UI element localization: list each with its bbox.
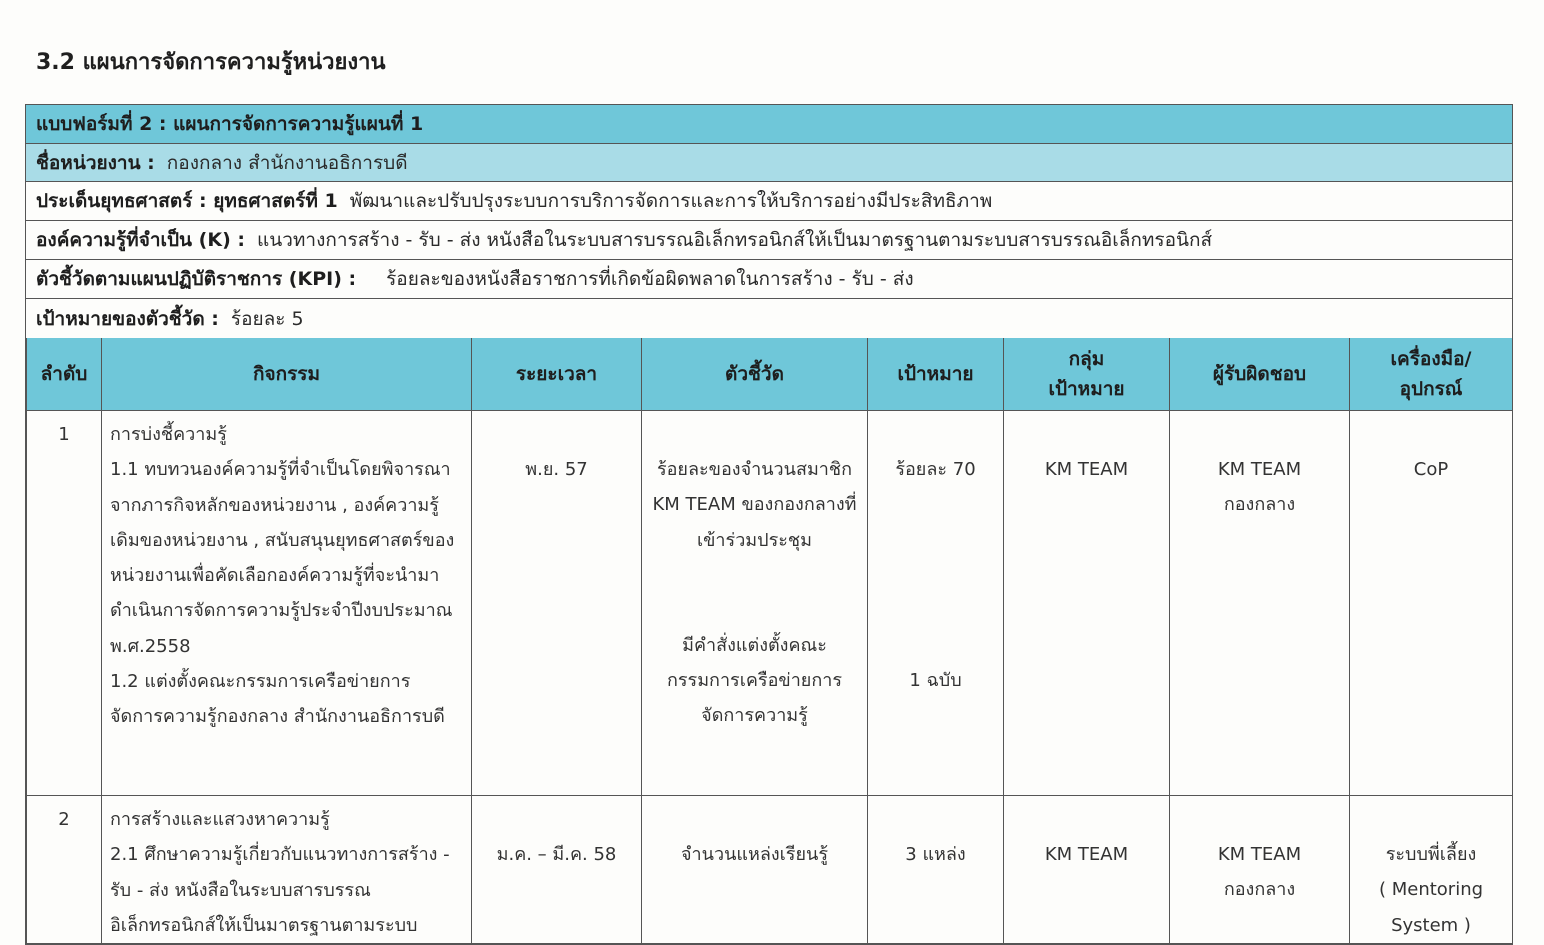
tool-value: ( Mentoring (1378, 879, 1484, 901)
indicator-value: มีคำสั่งแต่งตั้งคณะกรรมการเครือข่ายการจัดการความรู้ (666, 634, 843, 727)
activity-item: 1.1 ทบทวนองค์ความรู้ที่จำเป็นโดยพิจารณาจากภารกิจหลักของหน่วยงาน , องค์ความรู้เดิมของหน่วยงาน , สนับสนุนยุทธศาสตร์ของหน่วยงานเพื่อคัดเลือกองค์ความรู้ที่จะนำมาดำเนินการจัดการความรู้ประจำปีงบประมาณ พ.ศ.2558 (110, 459, 455, 657)
activity-table (26, 338, 1513, 944)
row-indicator (642, 411, 868, 796)
activity-item: 2.1 ศึกษาความรู้เกี่ยวกับแนวทางการสร้าง - รับ - ส่ง หนังสือในระบบสารบรรณอิเล็กทรอนิกส์ให้เป็นมาตรฐานตามระบบ (110, 844, 450, 936)
tool-value: ระบบพี่เลี้ยง (1385, 844, 1477, 865)
owner-value: กองกลาง (1223, 494, 1296, 516)
row-indicator (642, 796, 868, 944)
group-value: KM TEAM (1044, 844, 1129, 865)
row-target (868, 796, 1004, 944)
knowledge-row (26, 221, 1512, 260)
row-activity (102, 411, 472, 796)
col-group-header-line2: เป้าหมาย (1048, 378, 1125, 400)
target-value-cell: ร้อยละ 70 (895, 459, 976, 480)
target-label: เป้าหมายของตัวชี้วัด : (36, 307, 219, 330)
row-tool (1350, 411, 1513, 796)
row-tool (1350, 796, 1513, 944)
col-tool-header-line1: เครื่องมือ/ (1390, 347, 1472, 370)
kpi-row (26, 260, 1512, 299)
target-row (26, 299, 1512, 338)
row-target (868, 411, 1004, 796)
indicator-value: ร้อยละของจำนวนสมาชิก KM TEAM ของกองกลางที่เข้าร่วมประชุม (652, 459, 857, 551)
row-activity (102, 796, 472, 944)
table-row (27, 411, 1513, 796)
km-plan-form (25, 104, 1513, 945)
tool-value: System ) (1391, 914, 1471, 936)
row-no: 1 (27, 411, 102, 796)
group-value: KM TEAM (1044, 459, 1129, 480)
row-group (1004, 796, 1170, 944)
strategy-value: พัฒนาและปรับปรุงระบบการบริการจัดการและการให้บริการอย่างมีประสิทธิภาพ (349, 190, 993, 212)
col-activity-header: กิจกรรม (102, 338, 472, 411)
period-value: ม.ค. – มี.ค. 58 (496, 844, 617, 865)
col-tool-header-line2: อุปกรณ์ (1399, 378, 1463, 400)
indicator-value: จำนวนแหล่งเรียนรู้ (681, 844, 828, 865)
col-indicator-header: ตัวชี้วัด (642, 338, 868, 411)
knowledge-label: องค์ความรู้ที่จำเป็น (K) : (36, 229, 245, 251)
row-owner (1170, 796, 1350, 944)
col-group-header-line1: กลุ่ม (1068, 347, 1105, 370)
strategy-label: ประเด็นยุทธศาสตร์ : ยุทธศาสตร์ที่ 1 (36, 190, 338, 212)
table-row (27, 796, 1513, 944)
section-title: 3.2 แผนการจัดการความรู้หน่วยงาน (36, 50, 386, 75)
owner-value: KM TEAM (1217, 844, 1302, 865)
row-group (1004, 411, 1170, 796)
row-no: 2 (27, 796, 102, 944)
col-owner-header: ผู้รับผิดชอบ (1170, 338, 1350, 411)
period-value: พ.ย. 57 (525, 459, 588, 480)
col-tool-header (1350, 338, 1513, 411)
col-period-header: ระยะเวลา (472, 338, 642, 411)
table-header-row (27, 338, 1513, 411)
target-value: ร้อยละ 5 (230, 307, 304, 330)
owner-value: กองกลาง (1223, 879, 1296, 901)
activity-item: 1.2 แต่งตั้งคณะกรรมการเครือข่ายการจัดการความรู้กองกลาง สำนักงานอธิการบดี (110, 671, 445, 728)
row-period (472, 411, 642, 796)
target-value-cell: 3 แหล่ง (905, 844, 966, 865)
owner-value: KM TEAM (1217, 459, 1302, 480)
unit-value: กองกลาง สำนักงานอธิการบดี (166, 151, 408, 174)
target-value-cell: 1 ฉบับ (909, 670, 962, 692)
row-owner (1170, 411, 1350, 796)
tool-value: CoP (1413, 459, 1449, 480)
form-title: แบบฟอร์มที่ 2 : แผนการจัดการความรู้แผนที่ 1 (36, 113, 424, 135)
col-target-header: เป้าหมาย (868, 338, 1004, 411)
knowledge-value: แนวทางการสร้าง - รับ - ส่ง หนังสือในระบบสารบรรณอิเล็กทรอนิกส์ให้เป็นมาตรฐานตามระบบสารบรรณอิเล็กทรอนิกส์ (256, 229, 1213, 251)
strategy-row (26, 182, 1512, 221)
unit-label: ชื่อหน่วยงาน : (36, 151, 155, 174)
form-title-row (26, 105, 1512, 144)
col-no-header: ลำดับ (27, 338, 102, 411)
activity-title: การสร้างและแสวงหาความรู้ (110, 809, 330, 830)
kpi-label: ตัวชี้วัดตามแผนปฏิบัติราชการ (KPI) : (36, 268, 357, 290)
unit-row (26, 144, 1512, 182)
activity-title: การบ่งชี้ความรู้ (110, 424, 227, 445)
kpi-value: ร้อยละของหนังสือราชการที่เกิดข้อผิดพลาดในการสร้าง - รับ - ส่ง (386, 268, 914, 290)
row-period (472, 796, 642, 944)
col-group-header (1004, 338, 1170, 411)
